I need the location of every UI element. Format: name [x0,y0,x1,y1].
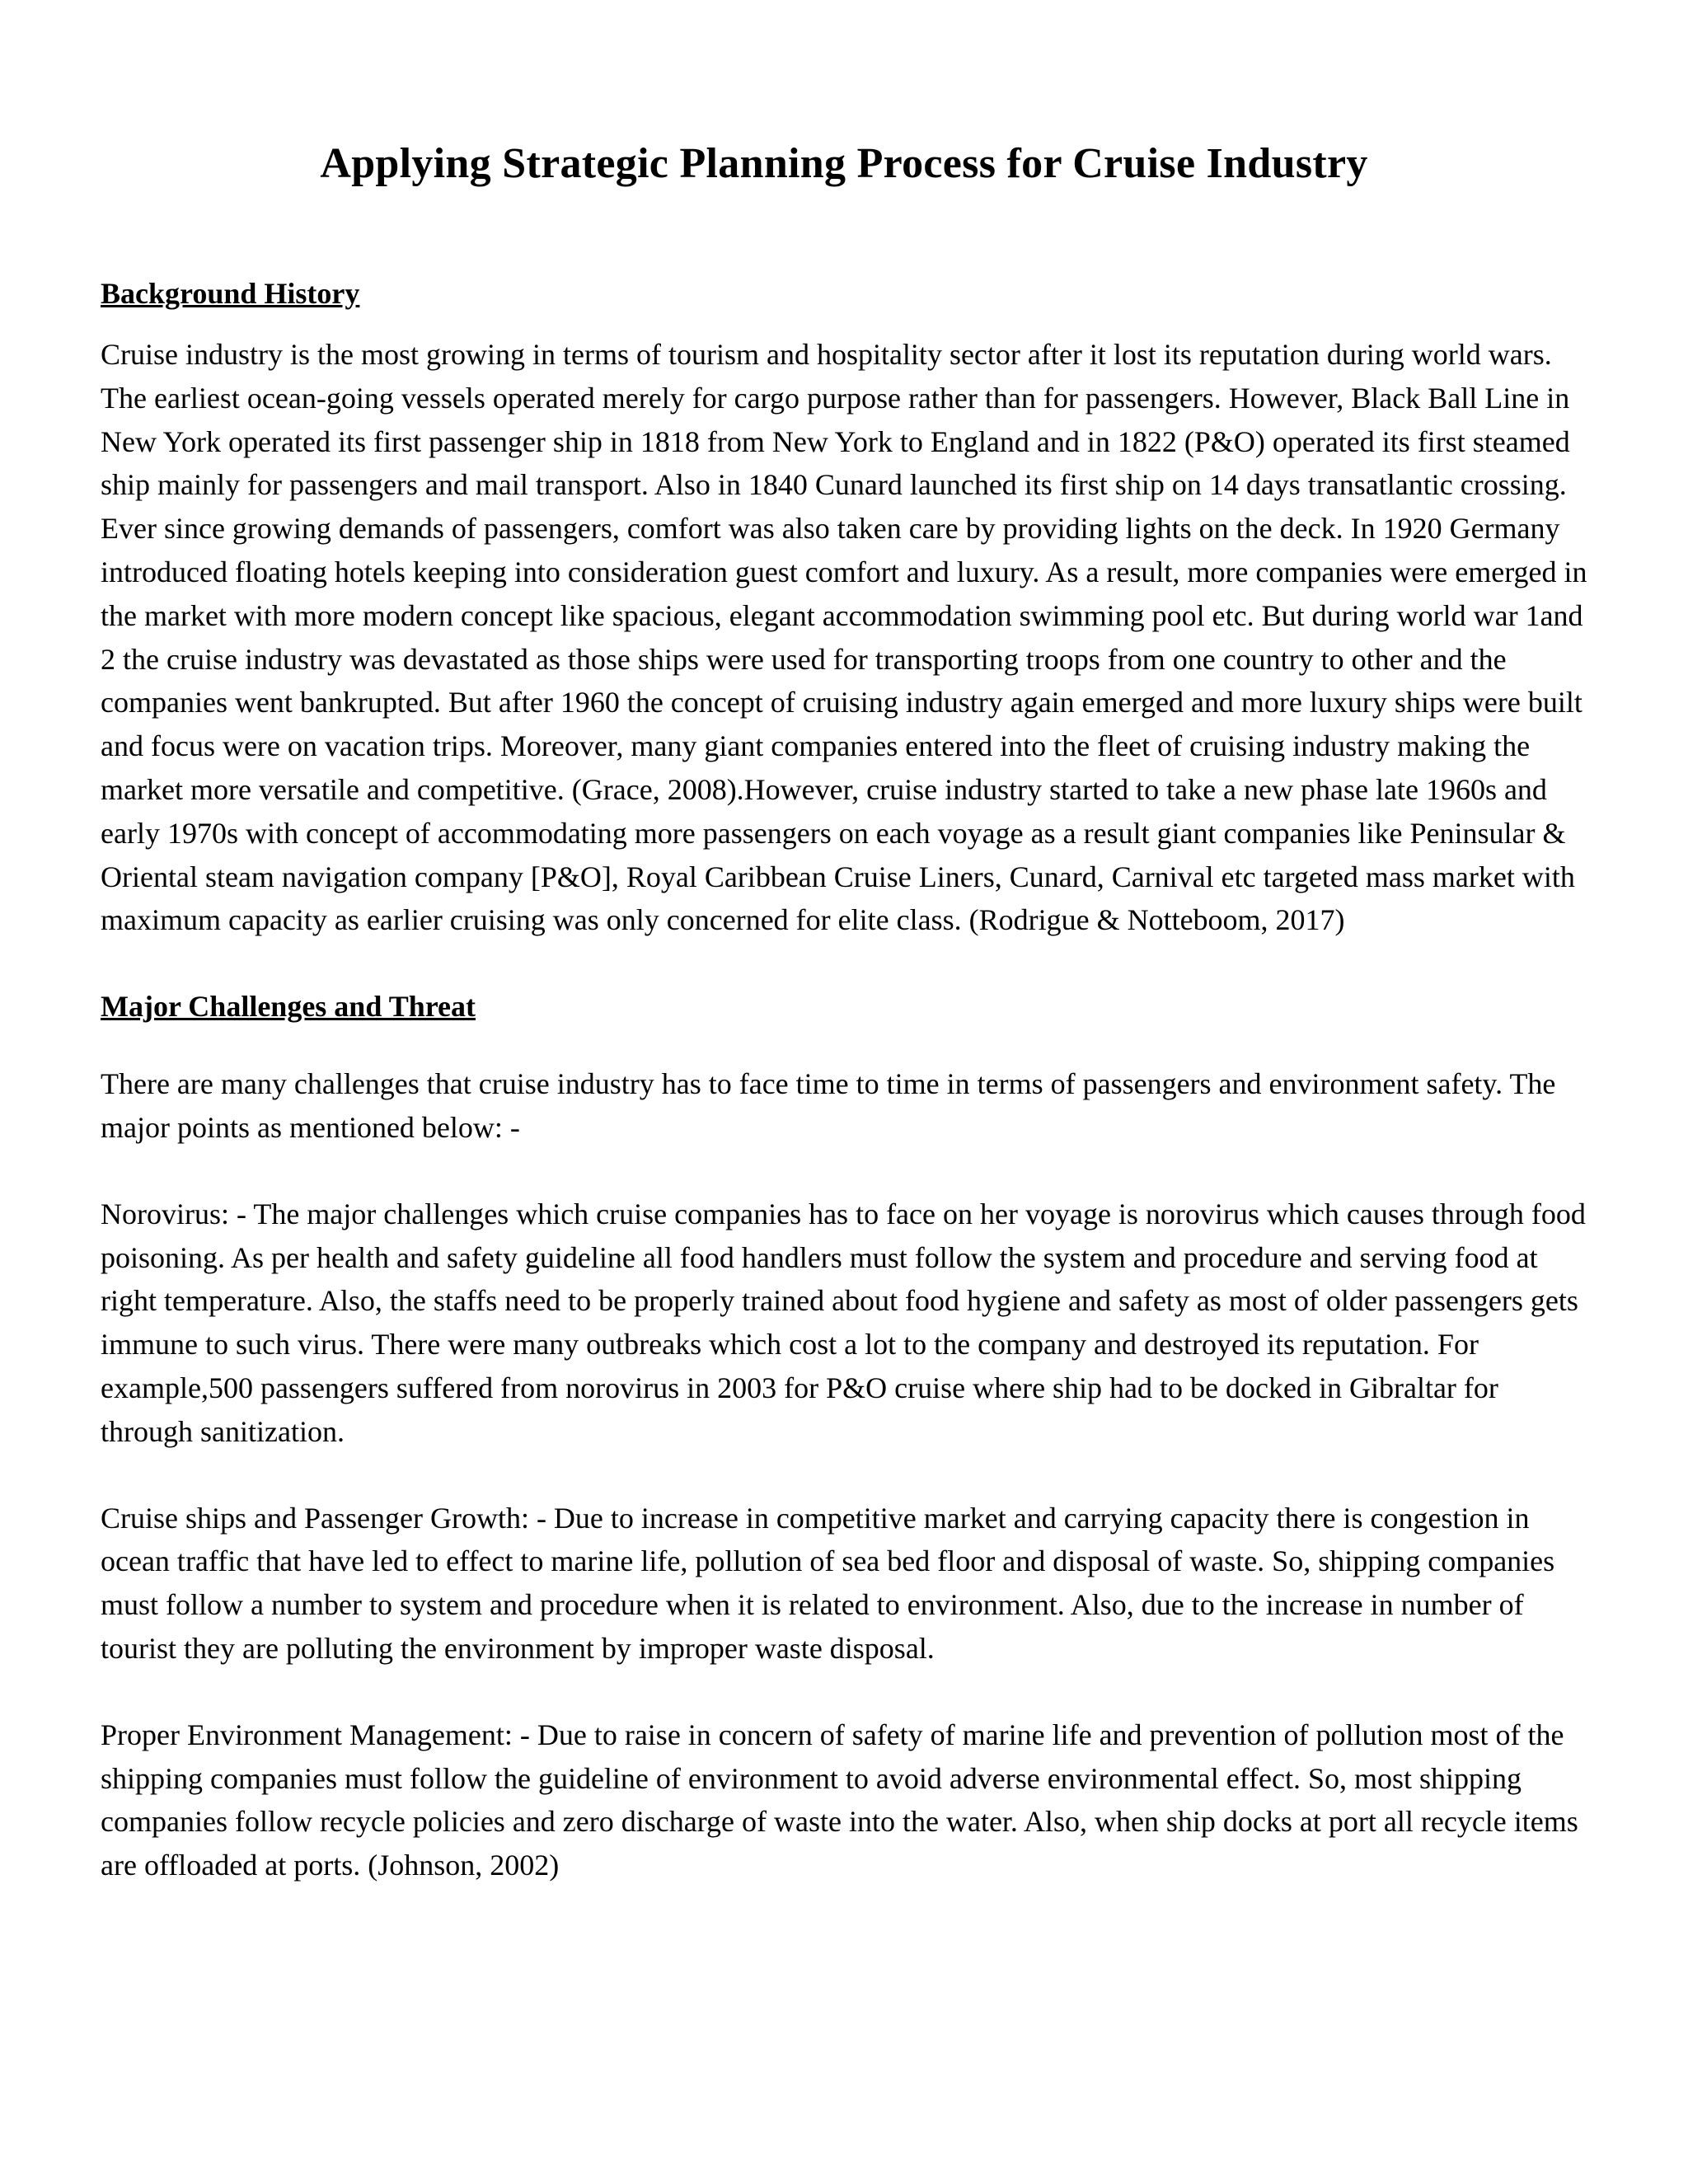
paragraph-challenges-intro: There are many challenges that cruise industry has to face time to time in terms of passengers and environment safety. The major points as mentioned below: - [101,1067,1556,1144]
paragraph-passenger-growth: Cruise ships and Passenger Growth: - Due to increase in competitive market and carrying capacity there is congestion in ocean traffic that have led to effect to marine life, pollution of sea bed floor and disposal of waste. So, shipping companies must follow a number to system and procedure when it is related to environment. Also, due to the increase in number of tourist they are polluting the environment by improper waste disposal. [101,1501,1555,1665]
paragraph-background-history: Cruise industry is the most growing in terms of tourism and hospitality sector after it lost its reputation during world wars. The earliest ocean-going vessels operated merely for cargo purpose rather than for passengers. However, Black Ball Line in New York operated its first passenger ship in 1818 from New York to England and in 1822 (P&O) operated its first steamed ship mainly for passengers and mail transport. Also in 1840 Cunard launched its first ship on 14 days transatlantic crossing. Ever since growing demands of passengers, comfort was also taken care by providing lights on the deck. In 1920 Germany introduced floating hotels keeping into consideration guest comfort and luxury. As a result, more companies were emerged in the market with more modern concept like spacious, elegant accommodation swimming pool etc. But during world war 1and 2 the cruise industry was devastated as those ships were used for transporting troops from one country to other and the companies went bankrupted. But after 1960 the concept of cruising industry again emerged and more luxury ships were built and focus were on vacation trips. Moreover, many giant companies entered into the fleet of cruising industry making the market more versatile and competitive. (Grace, 2008).However, cruise industry started to take a new phase late 1960s and early 1970s with concept of accommodating more passengers on each voyage as a result giant companies like Peninsular & Oriental steam navigation company [P&O], Royal Caribbean Cruise Liners, Cunard, Carnival etc targeted mass market with maximum capacity as earlier cruising was only concerned for elite class. (Rodrigue & Notteboom, 2017) [101,338,1587,937]
paragraph-norovirus: Norovirus: - The major challenges which cruise companies has to face on her voyage is norovirus which causes through food poisoning. As per health and safety guideline all food handlers must follow the system and procedure and serving food at right temperature. Also, the staffs need to be properly trained about food hygiene and safety as most of older passengers gets immune to such virus. There were many outbreaks which cost a lot to the company and destroyed its reputation. For example,500 passengers suffered from norovirus in 2003 for P&O cruise where ship had to be docked in Gibraltar for through sanitization. [101,1197,1586,1448]
paragraph-environment-management: Proper Environment Management: - Due to raise in concern of safety of marine life and prevention of pollution most of the shipping companies must follow the guideline of environment to avoid adverse environmental effect. So, most shipping companies follow recycle policies and zero discharge of waste into the water. Also, when ship docks at port all recycle items are offloaded at ports. (Johnson, 2002) [101,1718,1578,1882]
document-title: Applying Strategic Planning Process for Cruise Industry [320,140,1368,187]
section-heading-major-challenges: Major Challenges and Threat [101,990,476,1024]
section-heading-background-history: Background History [101,277,360,310]
